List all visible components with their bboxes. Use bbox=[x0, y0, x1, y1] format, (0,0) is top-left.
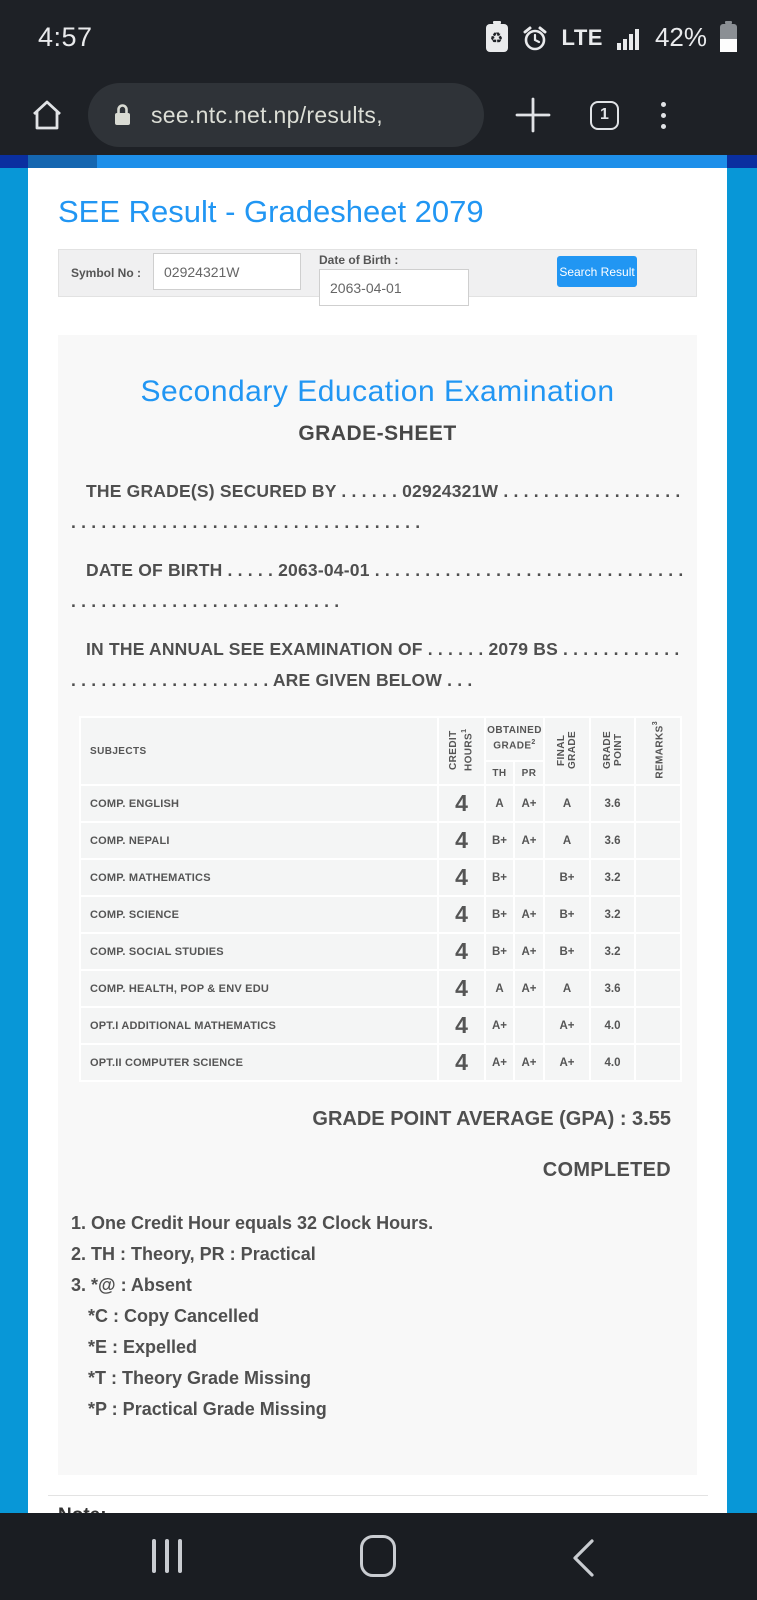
cell-pr bbox=[515, 860, 543, 895]
cell-final: A bbox=[545, 971, 589, 1006]
cell-final: B+ bbox=[545, 897, 589, 932]
cell-remarks bbox=[636, 971, 680, 1006]
url-bar[interactable] bbox=[88, 83, 484, 147]
cell-th: B+ bbox=[486, 897, 513, 932]
nav-home-icon[interactable] bbox=[360, 1535, 396, 1577]
pr-header: PR bbox=[515, 762, 543, 784]
battery-saver-icon: ♻ bbox=[486, 24, 508, 52]
cell-pr: A+ bbox=[515, 823, 543, 858]
table-row bbox=[81, 786, 680, 821]
cell-credit: 4 bbox=[439, 1045, 484, 1080]
url-text: see.ntc.net.np/results, bbox=[151, 101, 383, 128]
divider bbox=[48, 1495, 708, 1496]
cell-remarks bbox=[636, 860, 680, 895]
cell-final: A bbox=[545, 786, 589, 821]
cell-grade_point: 4.0 bbox=[591, 1008, 634, 1043]
exam-title: Secondary Education Examination bbox=[140, 375, 615, 408]
alarm-clock-icon bbox=[521, 24, 549, 52]
battery-icon bbox=[720, 24, 737, 52]
footnote-line: 2. TH : Theory, PR : Practical bbox=[71, 1244, 316, 1264]
cell-pr: A+ bbox=[515, 1045, 543, 1080]
symbol-no-label: Symbol No : bbox=[71, 266, 142, 280]
status-bar bbox=[0, 0, 757, 75]
cell-credit: 4 bbox=[439, 823, 484, 858]
new-tab-icon[interactable] bbox=[514, 96, 552, 134]
back-icon[interactable] bbox=[568, 1537, 598, 1579]
cell-subject: COMP. HEALTH, POP & ENV EDU bbox=[81, 971, 437, 1006]
page-title: SEE Result - Gradesheet 2079 bbox=[58, 194, 484, 229]
dob-label: Date of Birth : bbox=[319, 253, 399, 267]
cell-final: B+ bbox=[545, 934, 589, 969]
cell-th: A bbox=[486, 786, 513, 821]
grades-table bbox=[79, 716, 682, 1082]
gradesheet-card bbox=[58, 335, 697, 1475]
th-header: TH bbox=[486, 762, 513, 784]
table-row bbox=[81, 1008, 680, 1043]
gpa-line: GRADE POINT AVERAGE (GPA) : 3.55 bbox=[312, 1108, 671, 1130]
footnote-line: *E : Expelled bbox=[88, 1337, 198, 1357]
final-grade-header: FINAL GRADE bbox=[545, 718, 589, 784]
cell-final: A bbox=[545, 823, 589, 858]
secured-by-line: THE GRADE(S) SECURED BY . . . . . . 02924321W . . . . . . . . . . . . . . . . . . . . . . . . . . . . . . . . . . . . . . . . . . . . . . . . . . . . . bbox=[71, 481, 681, 532]
obtained-grade-header: OBTAINED GRADE$^2$ bbox=[486, 718, 543, 760]
cell-grade_point: 3.6 bbox=[591, 823, 634, 858]
android-nav-bar bbox=[0, 1513, 757, 1600]
cell-remarks bbox=[636, 1008, 680, 1043]
remarks-header: REMARKS$^3$ bbox=[636, 718, 680, 784]
subjects-header: SUBJECTS bbox=[81, 718, 437, 784]
cell-grade_point: 3.2 bbox=[591, 897, 634, 932]
cell-grade_point: 3.6 bbox=[591, 786, 634, 821]
grade-point-header: GRADE POINT bbox=[591, 718, 634, 784]
exam-year-line: IN THE ANNUAL SEE EXAMINATION OF . . . . . . 2079 BS . . . . . . . . . . . . . . . . . . . . . . . . . . . . . . . . ARE GIVEN BELOW . . . bbox=[71, 639, 680, 690]
cell-grade_point: 3.2 bbox=[591, 934, 634, 969]
credit-hours-header: CREDIT HOURS$^1$ bbox=[439, 718, 484, 784]
cell-th: B+ bbox=[486, 934, 513, 969]
battery-percent-label: 42% bbox=[654, 22, 707, 52]
cell-grade_point: 3.2 bbox=[591, 860, 634, 895]
network-type-label: LTE bbox=[561, 24, 603, 50]
cell-pr: A+ bbox=[515, 786, 543, 821]
home-icon[interactable] bbox=[28, 96, 66, 134]
gradesheet-subtitle: GRADE-SHEET bbox=[298, 422, 457, 445]
footnote-line: *P : Practical Grade Missing bbox=[88, 1399, 327, 1419]
dob-input[interactable] bbox=[319, 269, 469, 306]
site-top-bar bbox=[0, 155, 757, 168]
footnote-line: *C : Copy Cancelled bbox=[88, 1306, 260, 1326]
cell-credit: 4 bbox=[439, 786, 484, 821]
cell-th: A+ bbox=[486, 1008, 513, 1043]
cell-pr bbox=[515, 1008, 543, 1043]
content-area bbox=[28, 168, 727, 1513]
cell-th: A+ bbox=[486, 1045, 513, 1080]
cell-grade_point: 3.6 bbox=[591, 971, 634, 1006]
cell-subject: COMP. MATHEMATICS bbox=[81, 860, 437, 895]
cell-subject: COMP. NEPALI bbox=[81, 823, 437, 858]
cell-th: B+ bbox=[486, 860, 513, 895]
footnotes bbox=[71, 1208, 684, 1425]
table-row bbox=[81, 823, 680, 858]
browser-toolbar bbox=[0, 75, 757, 155]
signal-strength-icon bbox=[616, 25, 642, 51]
cell-remarks bbox=[636, 934, 680, 969]
tab-switcher-button[interactable] bbox=[590, 101, 619, 130]
cell-th: B+ bbox=[486, 823, 513, 858]
cell-remarks bbox=[636, 823, 680, 858]
cell-remarks bbox=[636, 1045, 680, 1080]
clock-time: 4:57 bbox=[38, 22, 93, 52]
cell-th: A bbox=[486, 971, 513, 1006]
cell-subject: COMP. SOCIAL STUDIES bbox=[81, 934, 437, 969]
table-row bbox=[81, 971, 680, 1006]
date-of-birth-line: DATE OF BIRTH . . . . . 2063-04-01 . . . . . . . . . . . . . . . . . . . . . . . . . . . . . . . . . . . . . . . . . . . . . . . . . . . . . . . . . . bbox=[71, 560, 684, 611]
cell-pr: A+ bbox=[515, 897, 543, 932]
cell-final: B+ bbox=[545, 860, 589, 895]
cell-credit: 4 bbox=[439, 971, 484, 1006]
grades-table-body bbox=[81, 786, 680, 1080]
symbol-no-input[interactable] bbox=[153, 253, 301, 290]
cell-grade_point: 4.0 bbox=[591, 1045, 634, 1080]
lock-icon[interactable] bbox=[112, 102, 133, 128]
cell-remarks bbox=[636, 897, 680, 932]
cell-credit: 4 bbox=[439, 897, 484, 932]
tab-count: 1 bbox=[600, 106, 609, 123]
cell-subject: COMP. ENGLISH bbox=[81, 786, 437, 821]
footnote-line: *T : Theory Grade Missing bbox=[88, 1368, 312, 1388]
footnote-line: 3. *@ : Absent bbox=[71, 1275, 192, 1295]
cell-credit: 4 bbox=[439, 1008, 484, 1043]
table-row bbox=[81, 934, 680, 969]
table-row bbox=[81, 897, 680, 932]
cell-subject: COMP. SCIENCE bbox=[81, 897, 437, 932]
recents-icon[interactable] bbox=[150, 1537, 184, 1575]
table-row bbox=[81, 1045, 680, 1080]
result-status: COMPLETED bbox=[542, 1159, 671, 1181]
search-result-button[interactable]: Search Result bbox=[557, 256, 637, 287]
web-page bbox=[0, 155, 757, 1513]
menu-icon[interactable] bbox=[657, 98, 670, 133]
table-row bbox=[81, 860, 680, 895]
cell-final: A+ bbox=[545, 1045, 589, 1080]
cell-credit: 4 bbox=[439, 934, 484, 969]
cell-subject: OPT.I ADDITIONAL MATHEMATICS bbox=[81, 1008, 437, 1043]
cell-final: A+ bbox=[545, 1008, 589, 1043]
cell-pr: A+ bbox=[515, 971, 543, 1006]
cell-credit: 4 bbox=[439, 860, 484, 895]
cell-pr: A+ bbox=[515, 934, 543, 969]
search-form bbox=[58, 249, 697, 297]
cell-remarks bbox=[636, 786, 680, 821]
footnote-line: 1. One Credit Hour equals 32 Clock Hours. bbox=[71, 1213, 434, 1233]
cell-subject: OPT.II COMPUTER SCIENCE bbox=[81, 1045, 437, 1080]
